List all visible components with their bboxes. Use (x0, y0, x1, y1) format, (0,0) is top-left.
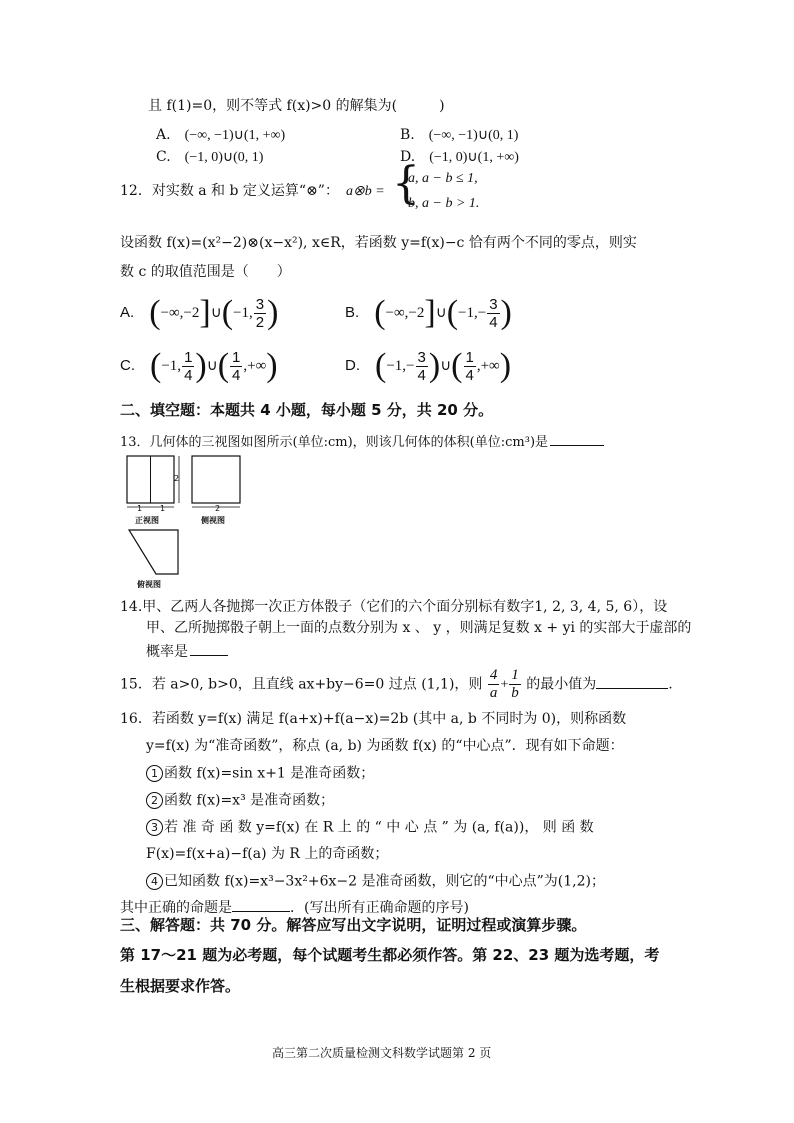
q11-option-d: D. (−1, 0)∪(1, +∞) (400, 149, 519, 165)
side-view-label: 侧视图 (201, 516, 225, 525)
q16-prop3b: F(x)=f(x+a)−f(a) 为 R 上的奇函数； (146, 846, 389, 862)
q15: 15．若 a>0, b>0，且直线 ax+by−6=0 过点 (1,1)，则 $\frac{4}{a}$ + $\frac{1}{b}$ 的最小值为 . (120, 667, 673, 701)
dim-label-1a: 1 (137, 504, 143, 513)
q11-stem: 且 f(1)=0，则不等式 f(x)>0 的解集为( ) (148, 98, 445, 114)
front-view-label: 正视图 (135, 516, 159, 525)
top-view-label: 俯视图 (137, 580, 161, 589)
q13-text: 13．几何体的三视图如图所示(单位:cm)，则该几何体的体积(单位:cm³)是 (120, 431, 604, 451)
q16-prop4: 4 已知函数 f(x)=x³−3x²+6x−2 是准奇函数，则它的“中心点”为(1,2)； (146, 873, 605, 890)
q11-option-b: B. (−∞, −1)∪(0, 1) (400, 127, 519, 143)
dim-label-1b: 1 (160, 504, 166, 513)
instruction-line1: 第 17～21 题为必考题，每个试题考生都必须作答。第 22、23 题为选考题，考 (120, 946, 660, 964)
dim-label-height: 2 (174, 474, 180, 483)
q12-option-a: A. (−∞,−2]∪(−1, $\frac{3}{2}$ ) (120, 294, 279, 331)
q12-line2: 设函数 f(x)=(x²−2)⊗(x−x²), x∈R，若函数 y=f(x)−c 恰有两个不同的零点，则实 (120, 235, 637, 251)
q14-line3: 概率是 (146, 641, 228, 661)
instruction-line2: 生根据要求作答。 (120, 977, 241, 995)
q12-option-c: C. (−1, $\frac{1}{4}$ )∪( $\frac{1}{4}$ ,+∞) (120, 347, 278, 384)
q12-case2: b, a − b > 1. (408, 196, 480, 211)
side-view-rect (192, 456, 240, 503)
q11-option-a: A. (−∞, −1)∪(1, +∞) (156, 127, 286, 143)
q12-option-b: B. (−∞,−2]∪(−1,− $\frac{3}{4}$ ) (345, 294, 512, 331)
top-view-shape (129, 530, 178, 574)
q12-option-d: D. (−1,− $\frac{3}{4}$ )∪( $\frac{1}{4}$ ,+∞) (345, 347, 512, 384)
q16-prop2: 2 函数 f(x)=x³ 是准奇函数； (146, 792, 334, 809)
q12-line3: 数 c 的取值范围是（ ） (120, 264, 291, 280)
q14-line2: 甲、乙所抛掷骰子朝上一面的点数分别为 x 、 y ，则满足复数 x + yi 的实部大于虚部的 (146, 620, 692, 636)
q16-prop1: 1 函数 f(x)=sin x+1 是准奇函数； (146, 765, 374, 782)
q12-brace: { (392, 158, 420, 209)
q16-line1: 16．若函数 y=f(x) 满足 f(a+x)+f(a−x)=2b (其中 a, b 不同时为 0)，则称函数 (120, 711, 627, 727)
q11-option-c: C. (−1, 0)∪(0, 1) (156, 149, 264, 165)
q12-case1: a, a − b ≤ 1, (408, 171, 478, 186)
q16-prop3a: 3 若 准 奇 函 数 y=f(x) 在 R 上 的 “ 中 心 点 ” 为 (a, f(a))， 则 函 数 (146, 819, 594, 836)
dim-label-2: 2 (215, 504, 221, 513)
section2-heading: 二、填空题：本题共 4 小题，每小题 5 分，共 20 分。 (120, 401, 494, 419)
q14-line1: 14.甲、乙两人各抛掷一次正方体骰子（它们的六个面分别标有数字1, 2, 3, 4, 5, 6），设 (120, 599, 668, 615)
q12-op-expr: a⊗b = (346, 184, 385, 199)
section3-heading: 三、解答题：共 70 分。解答应写出文字说明，证明过程或演算步骤。 (120, 916, 587, 934)
q16-line2: y=f(x) 为“准奇函数”，称点 (a, b) 为函数 f(x) 的“中心点”．现有如下命题： (146, 738, 624, 754)
q16-tail: 其中正确的命题是 ．(写出所有正确命题的序号) (120, 897, 469, 917)
page-footer: 高三第二次质量检测文科数学试题第 2 页 (272, 1046, 492, 1060)
q12-line1: 12．对实数 a 和 b 定义运算“⊗”： (120, 183, 339, 199)
